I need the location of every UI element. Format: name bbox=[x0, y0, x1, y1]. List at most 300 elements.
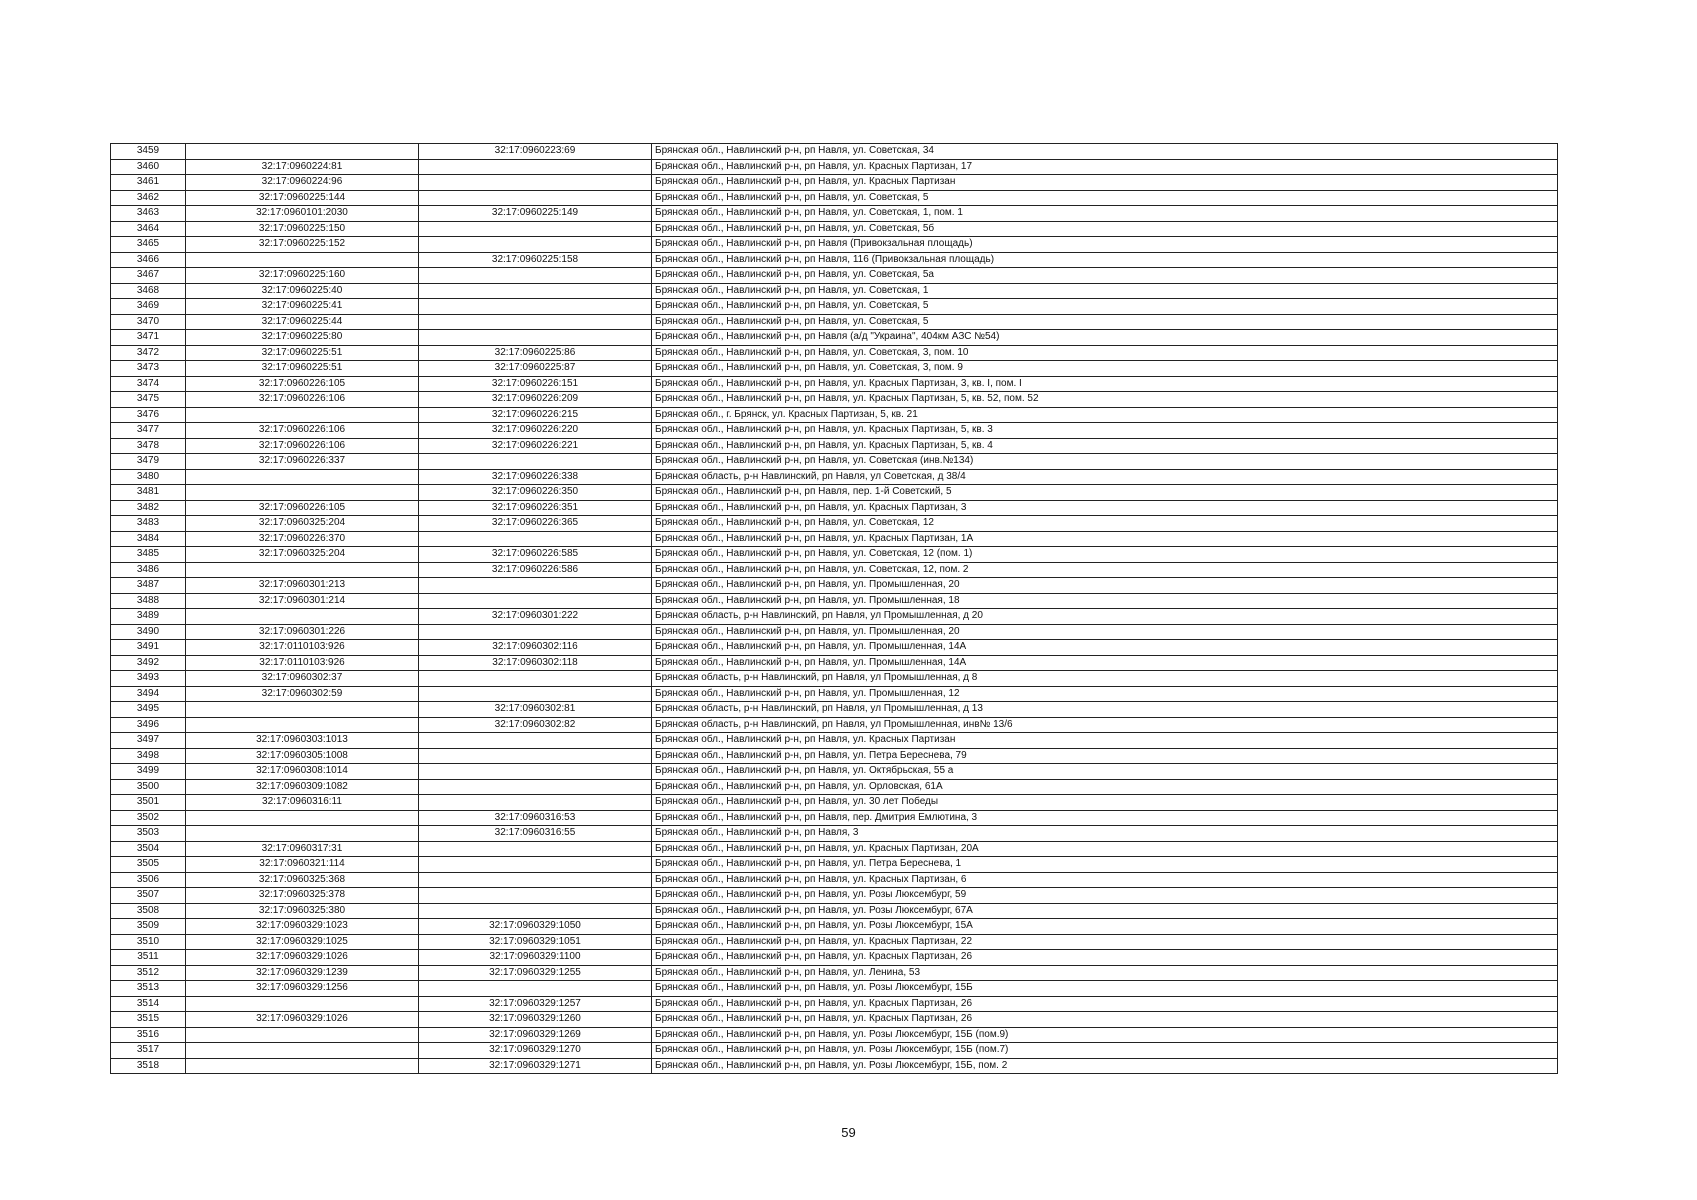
table-row bbox=[111, 810, 1558, 826]
land-cadastral-number-cell bbox=[186, 702, 419, 718]
table-row bbox=[111, 1043, 1558, 1059]
row-number-cell: 3469 bbox=[111, 299, 186, 315]
land-cadastral-number-cell: 32:17:0960329:1025 bbox=[186, 934, 419, 950]
object-cadastral-number-cell: 32:17:0960225:149 bbox=[419, 206, 652, 222]
row-number-cell: 3460 bbox=[111, 159, 186, 175]
table-row bbox=[111, 407, 1558, 423]
table-row bbox=[111, 469, 1558, 485]
address-cell: Брянская обл., Навлинский р-н, рп Навля, ул. Советская (инв.№134) bbox=[652, 454, 1558, 470]
object-cadastral-number-cell: 32:17:0960301:222 bbox=[419, 609, 652, 625]
row-number-cell: 3490 bbox=[111, 624, 186, 640]
table-row bbox=[111, 516, 1558, 532]
object-cadastral-number-cell bbox=[419, 872, 652, 888]
object-cadastral-number-cell bbox=[419, 764, 652, 780]
object-cadastral-number-cell bbox=[419, 593, 652, 609]
table-row bbox=[111, 733, 1558, 749]
row-number-cell: 3506 bbox=[111, 872, 186, 888]
address-cell: Брянская обл., Навлинский р-н, рп Навля, ул. Красных Партизан, 5, кв. 4 bbox=[652, 438, 1558, 454]
land-cadastral-number-cell bbox=[186, 562, 419, 578]
address-cell: Брянская обл., Навлинский р-н, рп Навля, 116 (Привокзальная площадь) bbox=[652, 252, 1558, 268]
table-row bbox=[111, 1058, 1558, 1074]
row-number-cell: 3494 bbox=[111, 686, 186, 702]
object-cadastral-number-cell: 32:17:0960329:1271 bbox=[419, 1058, 652, 1074]
row-number-cell: 3514 bbox=[111, 996, 186, 1012]
address-cell: Брянская обл., Навлинский р-н, рп Навля, ул. Розы Люксембург, 15Б bbox=[652, 981, 1558, 997]
land-cadastral-number-cell: 32:17:0960225:51 bbox=[186, 361, 419, 377]
row-number-cell: 3518 bbox=[111, 1058, 186, 1074]
table-row bbox=[111, 175, 1558, 191]
object-cadastral-number-cell bbox=[419, 531, 652, 547]
object-cadastral-number-cell: 32:17:0960226:221 bbox=[419, 438, 652, 454]
page-number: 59 bbox=[841, 1125, 856, 1140]
object-cadastral-number-cell: 32:17:0960226:365 bbox=[419, 516, 652, 532]
land-cadastral-number-cell: 32:17:0960302:37 bbox=[186, 671, 419, 687]
land-cadastral-number-cell bbox=[186, 1058, 419, 1074]
table-row bbox=[111, 562, 1558, 578]
table-row bbox=[111, 795, 1558, 811]
table-row bbox=[111, 500, 1558, 516]
row-number-cell: 3503 bbox=[111, 826, 186, 842]
table-row bbox=[111, 531, 1558, 547]
object-cadastral-number-cell: 32:17:0960302:82 bbox=[419, 717, 652, 733]
table-body bbox=[111, 144, 1558, 1074]
object-cadastral-number-cell bbox=[419, 268, 652, 284]
object-cadastral-number-cell bbox=[419, 454, 652, 470]
object-cadastral-number-cell: 32:17:0960226:151 bbox=[419, 376, 652, 392]
land-cadastral-number-cell: 32:17:0960325:378 bbox=[186, 888, 419, 904]
table-row bbox=[111, 314, 1558, 330]
land-cadastral-number-cell: 32:17:0960302:59 bbox=[186, 686, 419, 702]
object-cadastral-number-cell bbox=[419, 888, 652, 904]
row-number-cell: 3462 bbox=[111, 190, 186, 206]
land-cadastral-number-cell: 32:17:0960225:160 bbox=[186, 268, 419, 284]
address-cell: Брянская обл., Навлинский р-н, рп Навля, ул. Советская, 12 (пом. 1) bbox=[652, 547, 1558, 563]
address-cell: Брянская обл., Навлинский р-н, рп Навля, ул. Красных Партизан, 6 bbox=[652, 872, 1558, 888]
object-cadastral-number-cell bbox=[419, 981, 652, 997]
table-row bbox=[111, 686, 1558, 702]
land-cadastral-number-cell: 32:17:0960226:370 bbox=[186, 531, 419, 547]
land-cadastral-number-cell bbox=[186, 144, 419, 160]
land-cadastral-number-cell: 32:17:0960308:1014 bbox=[186, 764, 419, 780]
object-cadastral-number-cell bbox=[419, 671, 652, 687]
address-cell: Брянская обл., Навлинский р-н, рп Навля, ул. Советская, 5б bbox=[652, 221, 1558, 237]
address-cell: Брянская обл., Навлинский р-н, рп Навля, ул. Промышленная, 20 bbox=[652, 578, 1558, 594]
row-number-cell: 3512 bbox=[111, 965, 186, 981]
object-cadastral-number-cell bbox=[419, 795, 652, 811]
row-number-cell: 3505 bbox=[111, 857, 186, 873]
object-cadastral-number-cell: 32:17:0960226:351 bbox=[419, 500, 652, 516]
object-cadastral-number-cell bbox=[419, 578, 652, 594]
address-cell: Брянская обл., Навлинский р-н, рп Навля, ул. Красных Партизан, 26 bbox=[652, 950, 1558, 966]
address-cell: Брянская обл., Навлинский р-н, рп Навля, ул. Промышленная, 18 bbox=[652, 593, 1558, 609]
land-cadastral-number-cell: 32:17:0960301:213 bbox=[186, 578, 419, 594]
address-cell: Брянская область, р-н Навлинский, рп Навля, ул Советская, д 38/4 bbox=[652, 469, 1558, 485]
land-cadastral-number-cell: 32:17:0960225:144 bbox=[186, 190, 419, 206]
address-cell: Брянская обл., Навлинский р-н, рп Навля, ул. Промышленная, 20 bbox=[652, 624, 1558, 640]
table-row bbox=[111, 547, 1558, 563]
table-row bbox=[111, 1012, 1558, 1028]
table-row bbox=[111, 283, 1558, 299]
row-number-cell: 3499 bbox=[111, 764, 186, 780]
row-number-cell: 3493 bbox=[111, 671, 186, 687]
land-cadastral-number-cell bbox=[186, 826, 419, 842]
row-number-cell: 3491 bbox=[111, 640, 186, 656]
row-number-cell: 3474 bbox=[111, 376, 186, 392]
address-cell: Брянская обл., Навлинский р-н, рп Навля, ул. Красных Партизан, 1А bbox=[652, 531, 1558, 547]
table-row bbox=[111, 950, 1558, 966]
address-cell: Брянская обл., Навлинский р-н, рп Навля, ул. Красных Партизан, 3 bbox=[652, 500, 1558, 516]
table-row bbox=[111, 454, 1558, 470]
land-cadastral-number-cell bbox=[186, 609, 419, 625]
row-number-cell: 3502 bbox=[111, 810, 186, 826]
object-cadastral-number-cell bbox=[419, 624, 652, 640]
row-number-cell: 3507 bbox=[111, 888, 186, 904]
object-cadastral-number-cell: 32:17:0960329:1100 bbox=[419, 950, 652, 966]
object-cadastral-number-cell: 32:17:0960226:350 bbox=[419, 485, 652, 501]
row-number-cell: 3500 bbox=[111, 779, 186, 795]
table-row bbox=[111, 903, 1558, 919]
object-cadastral-number-cell bbox=[419, 221, 652, 237]
address-cell: Брянская обл., Навлинский р-н, рп Навля, пер. Дмитрия Емлютина, 3 bbox=[652, 810, 1558, 826]
land-cadastral-number-cell bbox=[186, 810, 419, 826]
land-cadastral-number-cell: 32:17:0960329:1239 bbox=[186, 965, 419, 981]
table-row bbox=[111, 826, 1558, 842]
address-cell: Брянская обл., Навлинский р-н, рп Навля, ул. Красных Партизан, 17 bbox=[652, 159, 1558, 175]
row-number-cell: 3516 bbox=[111, 1027, 186, 1043]
table-row bbox=[111, 299, 1558, 315]
row-number-cell: 3468 bbox=[111, 283, 186, 299]
address-cell: Брянская обл., г. Брянск, ул. Красных Партизан, 5, кв. 21 bbox=[652, 407, 1558, 423]
land-cadastral-number-cell: 32:17:0960303:1013 bbox=[186, 733, 419, 749]
table-row bbox=[111, 330, 1558, 346]
address-cell: Брянская обл., Навлинский р-н, рп Навля, ул. Розы Люксембург, 15Б (пом.9) bbox=[652, 1027, 1558, 1043]
object-cadastral-number-cell bbox=[419, 314, 652, 330]
address-cell: Брянская обл., Навлинский р-н, рп Навля, ул. Красных Партизан, 20А bbox=[652, 841, 1558, 857]
land-cadastral-number-cell: 32:17:0960329:1256 bbox=[186, 981, 419, 997]
row-number-cell: 3471 bbox=[111, 330, 186, 346]
row-number-cell: 3484 bbox=[111, 531, 186, 547]
table-row bbox=[111, 221, 1558, 237]
object-cadastral-number-cell bbox=[419, 175, 652, 191]
row-number-cell: 3467 bbox=[111, 268, 186, 284]
row-number-cell: 3475 bbox=[111, 392, 186, 408]
land-cadastral-number-cell: 32:17:0960225:44 bbox=[186, 314, 419, 330]
address-cell: Брянская обл., Навлинский р-н, рп Навля, ул. Красных Партизан, 3, кв. I, пом. I bbox=[652, 376, 1558, 392]
address-cell: Брянская обл., Навлинский р-н, рп Навля, ул. Советская, 5 bbox=[652, 314, 1558, 330]
row-number-cell: 3477 bbox=[111, 423, 186, 439]
address-cell: Брянская обл., Навлинский р-н, рп Навля, ул. Промышленная, 12 bbox=[652, 686, 1558, 702]
land-cadastral-number-cell bbox=[186, 407, 419, 423]
table-row bbox=[111, 237, 1558, 253]
address-cell: Брянская область, р-н Навлинский, рп Навля, ул Промышленная, д 13 bbox=[652, 702, 1558, 718]
land-cadastral-number-cell: 32:17:0960329:1026 bbox=[186, 1012, 419, 1028]
row-number-cell: 3495 bbox=[111, 702, 186, 718]
table-row bbox=[111, 717, 1558, 733]
object-cadastral-number-cell bbox=[419, 159, 652, 175]
object-cadastral-number-cell bbox=[419, 841, 652, 857]
address-cell: Брянская обл., Навлинский р-н, рп Навля, ул. Розы Люксембург, 15Б (пом.7) bbox=[652, 1043, 1558, 1059]
table-row bbox=[111, 934, 1558, 950]
land-cadastral-number-cell: 32:17:0960225:80 bbox=[186, 330, 419, 346]
object-cadastral-number-cell: 32:17:0960316:55 bbox=[419, 826, 652, 842]
land-cadastral-number-cell: 32:17:0960225:150 bbox=[186, 221, 419, 237]
table-row bbox=[111, 655, 1558, 671]
row-number-cell: 3509 bbox=[111, 919, 186, 935]
land-cadastral-number-cell: 32:17:0960317:31 bbox=[186, 841, 419, 857]
object-cadastral-number-cell bbox=[419, 779, 652, 795]
address-cell: Брянская обл., Навлинский р-н, рп Навля, ул. Розы Люксембург, 59 bbox=[652, 888, 1558, 904]
land-cadastral-number-cell: 32:17:0960305:1008 bbox=[186, 748, 419, 764]
table-row bbox=[111, 1027, 1558, 1043]
address-cell: Брянская обл., Навлинский р-н, рп Навля, ул. Красных Партизан bbox=[652, 175, 1558, 191]
row-number-cell: 3501 bbox=[111, 795, 186, 811]
row-number-cell: 3513 bbox=[111, 981, 186, 997]
object-cadastral-number-cell bbox=[419, 857, 652, 873]
object-cadastral-number-cell: 32:17:0960329:1270 bbox=[419, 1043, 652, 1059]
row-number-cell: 3478 bbox=[111, 438, 186, 454]
object-cadastral-number-cell bbox=[419, 299, 652, 315]
object-cadastral-number-cell: 32:17:0960226:215 bbox=[419, 407, 652, 423]
land-cadastral-number-cell: 32:17:0960325:368 bbox=[186, 872, 419, 888]
land-cadastral-number-cell bbox=[186, 996, 419, 1012]
table-row bbox=[111, 841, 1558, 857]
row-number-cell: 3473 bbox=[111, 361, 186, 377]
row-number-cell: 3497 bbox=[111, 733, 186, 749]
table-row bbox=[111, 748, 1558, 764]
object-cadastral-number-cell: 32:17:0960329:1269 bbox=[419, 1027, 652, 1043]
table-row bbox=[111, 609, 1558, 625]
address-cell: Брянская область, р-н Навлинский, рп Навля, ул Промышленная, д 8 bbox=[652, 671, 1558, 687]
address-cell: Брянская обл., Навлинский р-н, рп Навля, ул. Советская, 5а bbox=[652, 268, 1558, 284]
address-cell: Брянская обл., Навлинский р-н, рп Навля, ул. Советская, 5 bbox=[652, 299, 1558, 315]
object-cadastral-number-cell: 32:17:0960329:1260 bbox=[419, 1012, 652, 1028]
row-number-cell: 3463 bbox=[111, 206, 186, 222]
table-row bbox=[111, 857, 1558, 873]
land-cadastral-number-cell: 32:17:0960325:204 bbox=[186, 516, 419, 532]
table-row bbox=[111, 578, 1558, 594]
land-cadastral-number-cell: 32:17:0960301:226 bbox=[186, 624, 419, 640]
address-cell: Брянская обл., Навлинский р-н, рп Навля, ул. Советская, 12 bbox=[652, 516, 1558, 532]
row-number-cell: 3459 bbox=[111, 144, 186, 160]
land-cadastral-number-cell: 32:17:0960226:105 bbox=[186, 500, 419, 516]
address-cell: Брянская обл., Навлинский р-н, рп Навля, ул. Петра Береснева, 79 bbox=[652, 748, 1558, 764]
table-row bbox=[111, 144, 1558, 160]
address-cell: Брянская обл., Навлинский р-н, рп Навля, ул. Красных Партизан, 5, кв. 3 bbox=[652, 423, 1558, 439]
row-number-cell: 3485 bbox=[111, 547, 186, 563]
land-cadastral-number-cell: 32:17:0960224:96 bbox=[186, 175, 419, 191]
object-cadastral-number-cell: 32:17:0960316:53 bbox=[419, 810, 652, 826]
table-row bbox=[111, 438, 1558, 454]
object-cadastral-number-cell bbox=[419, 903, 652, 919]
address-cell: Брянская обл., Навлинский р-н, рп Навля, ул. Ленина, 53 bbox=[652, 965, 1558, 981]
land-cadastral-number-cell: 32:17:0960316:11 bbox=[186, 795, 419, 811]
address-cell: Брянская обл., Навлинский р-н, рп Навля, ул. Советская, 3, пом. 9 bbox=[652, 361, 1558, 377]
row-number-cell: 3498 bbox=[111, 748, 186, 764]
address-cell: Брянская обл., Навлинский р-н, рп Навля, ул. Промышленная, 14А bbox=[652, 640, 1558, 656]
land-cadastral-number-cell: 32:17:0960225:41 bbox=[186, 299, 419, 315]
table-row bbox=[111, 361, 1558, 377]
address-cell: Брянская обл., Навлинский р-н, рп Навля, ул. Промышленная, 14А bbox=[652, 655, 1558, 671]
land-cadastral-number-cell: 32:17:0960329:1026 bbox=[186, 950, 419, 966]
land-cadastral-number-cell bbox=[186, 252, 419, 268]
row-number-cell: 3515 bbox=[111, 1012, 186, 1028]
row-number-cell: 3508 bbox=[111, 903, 186, 919]
land-cadastral-number-cell: 32:17:0960225:40 bbox=[186, 283, 419, 299]
row-number-cell: 3482 bbox=[111, 500, 186, 516]
address-cell: Брянская обл., Навлинский р-н, рп Навля, ул. Красных Партизан, 26 bbox=[652, 996, 1558, 1012]
row-number-cell: 3487 bbox=[111, 578, 186, 594]
table-row bbox=[111, 624, 1558, 640]
row-number-cell: 3480 bbox=[111, 469, 186, 485]
land-cadastral-number-cell: 32:17:0960226:106 bbox=[186, 438, 419, 454]
table-row bbox=[111, 423, 1558, 439]
table-row bbox=[111, 965, 1558, 981]
land-cadastral-number-cell: 32:17:0960309:1082 bbox=[186, 779, 419, 795]
table-row bbox=[111, 485, 1558, 501]
table-row bbox=[111, 190, 1558, 206]
row-number-cell: 3465 bbox=[111, 237, 186, 253]
address-cell: Брянская обл., Навлинский р-н, рп Навля, ул. Советская, 34 bbox=[652, 144, 1558, 160]
row-number-cell: 3504 bbox=[111, 841, 186, 857]
land-cadastral-number-cell: 32:17:0960101:2030 bbox=[186, 206, 419, 222]
object-cadastral-number-cell bbox=[419, 748, 652, 764]
row-number-cell: 3483 bbox=[111, 516, 186, 532]
address-cell: Брянская область, р-н Навлинский, рп Навля, ул Промышленная, инв№ 13/6 bbox=[652, 717, 1558, 733]
address-cell: Брянская обл., Навлинский р-н, рп Навля, ул. Советская, 12, пом. 2 bbox=[652, 562, 1558, 578]
object-cadastral-number-cell: 32:17:0960302:81 bbox=[419, 702, 652, 718]
address-cell: Брянская обл., Навлинский р-н, рп Навля, ул. Розы Люксембург, 15Б, пом. 2 bbox=[652, 1058, 1558, 1074]
object-cadastral-number-cell: 32:17:0960223:69 bbox=[419, 144, 652, 160]
row-number-cell: 3476 bbox=[111, 407, 186, 423]
row-number-cell: 3492 bbox=[111, 655, 186, 671]
land-cadastral-number-cell: 32:17:0110103:926 bbox=[186, 655, 419, 671]
table-row bbox=[111, 981, 1558, 997]
land-cadastral-number-cell bbox=[186, 469, 419, 485]
address-cell: Брянская обл., Навлинский р-н, рп Навля, ул. Октябрьская, 55 а bbox=[652, 764, 1558, 780]
land-cadastral-number-cell: 32:17:0960321:114 bbox=[186, 857, 419, 873]
row-number-cell: 3489 bbox=[111, 609, 186, 625]
object-cadastral-number-cell bbox=[419, 237, 652, 253]
address-cell: Брянская обл., Навлинский р-н, рп Навля, ул. Красных Партизан, 26 bbox=[652, 1012, 1558, 1028]
table-row bbox=[111, 888, 1558, 904]
cadastral-table bbox=[110, 143, 1558, 1074]
table-row bbox=[111, 376, 1558, 392]
address-cell: Брянская обл., Навлинский р-н, рп Навля, ул. 30 лет Победы bbox=[652, 795, 1558, 811]
land-cadastral-number-cell: 32:17:0960226:105 bbox=[186, 376, 419, 392]
table-row bbox=[111, 345, 1558, 361]
row-number-cell: 3510 bbox=[111, 934, 186, 950]
address-cell: Брянская обл., Навлинский р-н, рп Навля, пер. 1-й Советский, 5 bbox=[652, 485, 1558, 501]
land-cadastral-number-cell bbox=[186, 717, 419, 733]
address-cell: Брянская обл., Навлинский р-н, рп Навля, ул. Советская, 3, пом. 10 bbox=[652, 345, 1558, 361]
table-row bbox=[111, 779, 1558, 795]
land-cadastral-number-cell: 32:17:0960225:51 bbox=[186, 345, 419, 361]
land-cadastral-number-cell: 32:17:0960226:106 bbox=[186, 392, 419, 408]
row-number-cell: 3472 bbox=[111, 345, 186, 361]
object-cadastral-number-cell: 32:17:0960226:220 bbox=[419, 423, 652, 439]
address-cell: Брянская обл., Навлинский р-н, рп Навля, ул. Красных Партизан, 5, кв. 52, пом. 52 bbox=[652, 392, 1558, 408]
land-cadastral-number-cell: 32:17:0960224:81 bbox=[186, 159, 419, 175]
address-cell: Брянская обл., Навлинский р-н, рп Навля (Привокзальная площадь) bbox=[652, 237, 1558, 253]
land-cadastral-number-cell bbox=[186, 1043, 419, 1059]
land-cadastral-number-cell: 32:17:0960325:380 bbox=[186, 903, 419, 919]
object-cadastral-number-cell: 32:17:0960329:1255 bbox=[419, 965, 652, 981]
land-cadastral-number-cell: 32:17:0960329:1023 bbox=[186, 919, 419, 935]
table-row bbox=[111, 268, 1558, 284]
land-cadastral-number-cell: 32:17:0960225:152 bbox=[186, 237, 419, 253]
object-cadastral-number-cell: 32:17:0960329:1050 bbox=[419, 919, 652, 935]
row-number-cell: 3464 bbox=[111, 221, 186, 237]
object-cadastral-number-cell: 32:17:0960302:118 bbox=[419, 655, 652, 671]
row-number-cell: 3479 bbox=[111, 454, 186, 470]
object-cadastral-number-cell: 32:17:0960302:116 bbox=[419, 640, 652, 656]
land-cadastral-number-cell: 32:17:0960226:337 bbox=[186, 454, 419, 470]
table-row bbox=[111, 640, 1558, 656]
table-row bbox=[111, 593, 1558, 609]
table-row bbox=[111, 996, 1558, 1012]
address-cell: Брянская обл., Навлинский р-н, рп Навля, ул. Советская, 5 bbox=[652, 190, 1558, 206]
object-cadastral-number-cell bbox=[419, 330, 652, 346]
address-cell: Брянская обл., Навлинский р-н, рп Навля, ул. Советская, 1, пом. 1 bbox=[652, 206, 1558, 222]
address-cell: Брянская обл., Навлинский р-н, рп Навля, ул. Орловская, 61А bbox=[652, 779, 1558, 795]
address-cell: Брянская область, р-н Навлинский, рп Навля, ул Промышленная, д 20 bbox=[652, 609, 1558, 625]
object-cadastral-number-cell: 32:17:0960225:87 bbox=[419, 361, 652, 377]
land-cadastral-number-cell: 32:17:0960325:204 bbox=[186, 547, 419, 563]
address-cell: Брянская обл., Навлинский р-н, рп Навля, ул. Петра Береснева, 1 bbox=[652, 857, 1558, 873]
table-row bbox=[111, 872, 1558, 888]
object-cadastral-number-cell bbox=[419, 283, 652, 299]
land-cadastral-number-cell bbox=[186, 485, 419, 501]
object-cadastral-number-cell bbox=[419, 190, 652, 206]
object-cadastral-number-cell: 32:17:0960225:86 bbox=[419, 345, 652, 361]
row-number-cell: 3461 bbox=[111, 175, 186, 191]
table-row bbox=[111, 159, 1558, 175]
address-cell: Брянская обл., Навлинский р-н, рп Навля, ул. Красных Партизан, 22 bbox=[652, 934, 1558, 950]
row-number-cell: 3511 bbox=[111, 950, 186, 966]
land-cadastral-number-cell bbox=[186, 1027, 419, 1043]
address-cell: Брянская обл., Навлинский р-н, рп Навля (а/д "Украина", 404км АЗС №54) bbox=[652, 330, 1558, 346]
row-number-cell: 3481 bbox=[111, 485, 186, 501]
address-cell: Брянская обл., Навлинский р-н, рп Навля, 3 bbox=[652, 826, 1558, 842]
row-number-cell: 3488 bbox=[111, 593, 186, 609]
object-cadastral-number-cell bbox=[419, 686, 652, 702]
object-cadastral-number-cell: 32:17:0960226:209 bbox=[419, 392, 652, 408]
row-number-cell: 3466 bbox=[111, 252, 186, 268]
row-number-cell: 3486 bbox=[111, 562, 186, 578]
address-cell: Брянская обл., Навлинский р-н, рп Навля, ул. Розы Люксембург, 15А bbox=[652, 919, 1558, 935]
table-row bbox=[111, 252, 1558, 268]
table-row bbox=[111, 919, 1558, 935]
address-cell: Брянская обл., Навлинский р-н, рп Навля, ул. Розы Люксембург, 67А bbox=[652, 903, 1558, 919]
object-cadastral-number-cell: 32:17:0960226:338 bbox=[419, 469, 652, 485]
land-cadastral-number-cell: 32:17:0110103:926 bbox=[186, 640, 419, 656]
table-row bbox=[111, 206, 1558, 222]
object-cadastral-number-cell bbox=[419, 733, 652, 749]
table-row bbox=[111, 764, 1558, 780]
object-cadastral-number-cell: 32:17:0960225:158 bbox=[419, 252, 652, 268]
address-cell: Брянская обл., Навлинский р-н, рп Навля, ул. Советская, 1 bbox=[652, 283, 1558, 299]
object-cadastral-number-cell: 32:17:0960226:586 bbox=[419, 562, 652, 578]
table-row bbox=[111, 671, 1558, 687]
row-number-cell: 3496 bbox=[111, 717, 186, 733]
row-number-cell: 3517 bbox=[111, 1043, 186, 1059]
address-cell: Брянская обл., Навлинский р-н, рп Навля, ул. Красных Партизан bbox=[652, 733, 1558, 749]
land-cadastral-number-cell: 32:17:0960226:106 bbox=[186, 423, 419, 439]
row-number-cell: 3470 bbox=[111, 314, 186, 330]
object-cadastral-number-cell: 32:17:0960329:1051 bbox=[419, 934, 652, 950]
object-cadastral-number-cell: 32:17:0960329:1257 bbox=[419, 996, 652, 1012]
object-cadastral-number-cell: 32:17:0960226:585 bbox=[419, 547, 652, 563]
